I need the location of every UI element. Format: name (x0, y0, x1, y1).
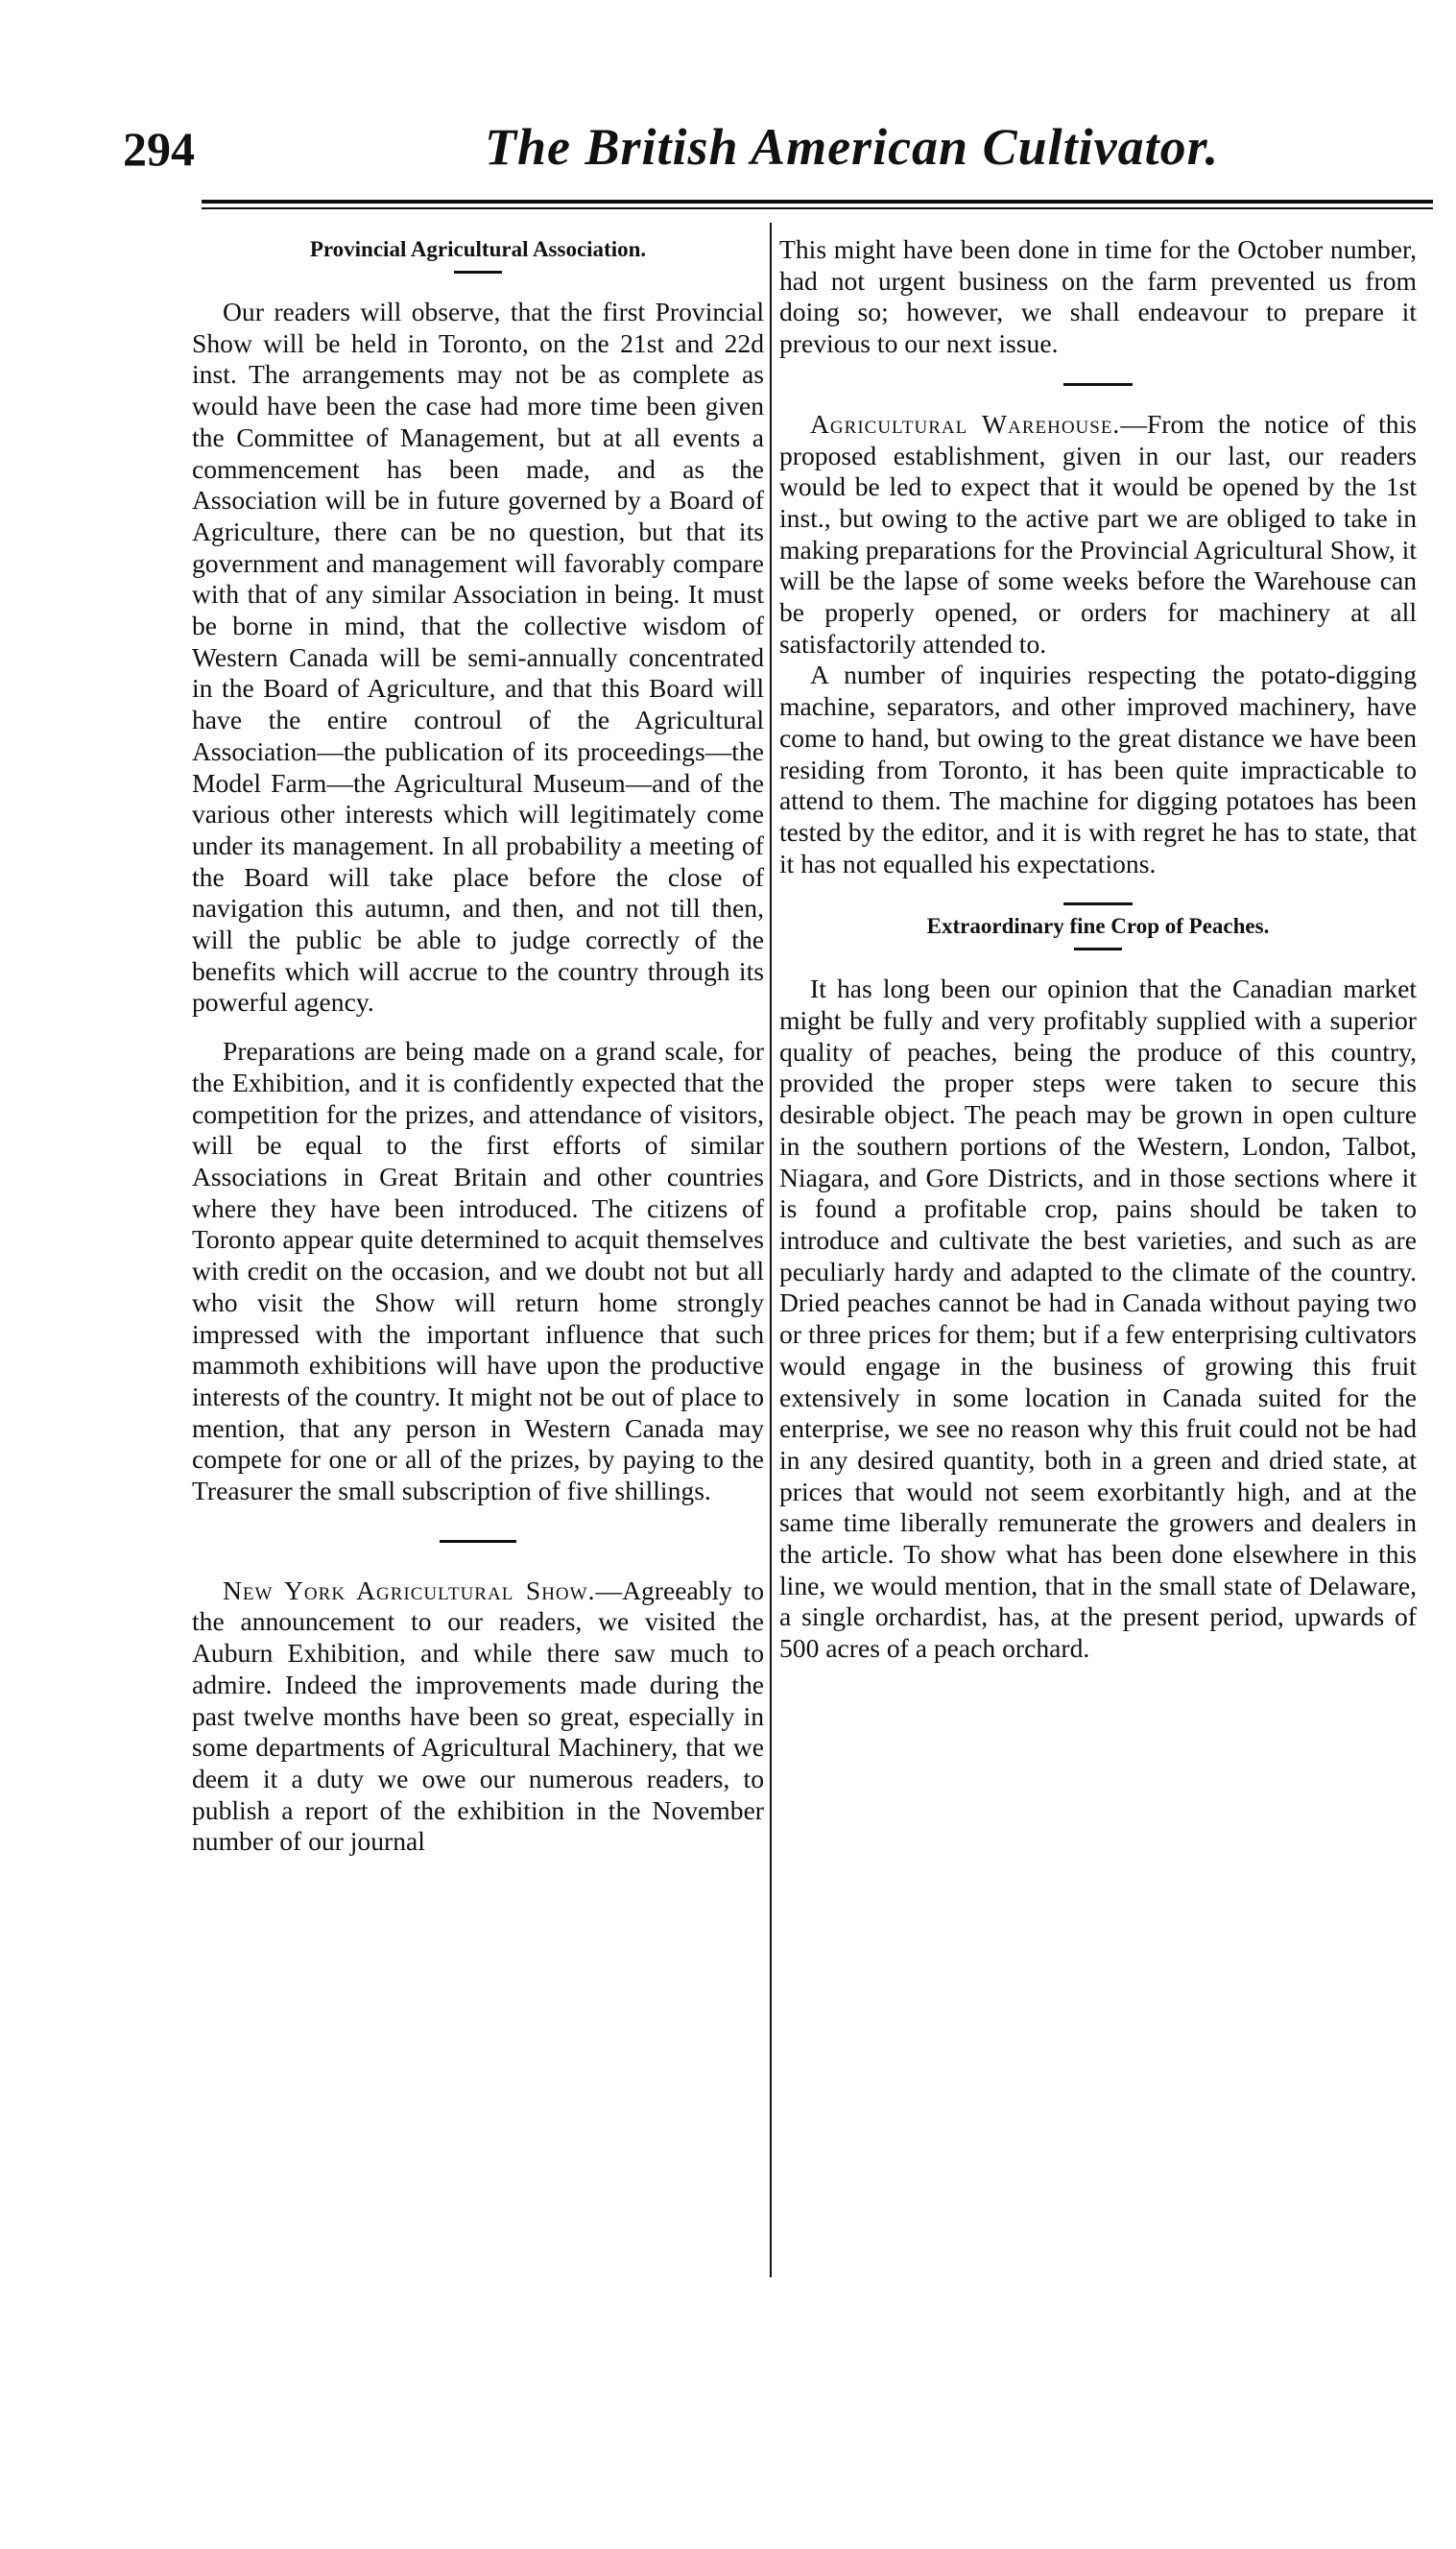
article-paragraph: Preparations are being made on a grand scale, for the Exhibition, and it is confidently expected that the competition for the prizes, and attendance of visitors, will be equal to the first efforts of similar Associations in Great Britain and other countries where they have been introduced. The citizens of Toronto appear quite determined to acquit themselves with credit on the occasion, and we doubt not but all who visit the Show will return home strongly impressed with the important influence that such mammoth exhibitions will have upon the productive interests of the country. It might not be out of place to mention, that any person in Western Canada may compete for one or all of the prizes, by paying to the Treasurer the small subscription of five shillings. (192, 1036, 764, 1506)
title-separator (1074, 948, 1122, 950)
page-header (0, 113, 1456, 180)
article-text-new-york-show: —Agreeably to the announcement to our readers, we visited the Auburn Exhibition, and while there saw much to admire. Indeed the improvements made during the past twelve months have been so great, especially in some departments of Agricultural Machinery, that we deem it a duty we owe our numerous readers, to publish a report of the exhibition in the November number of our journal (192, 1575, 764, 1857)
article-paragraph-new-york-show (192, 1575, 764, 1858)
article-paragraph: It has long been our opinion that the Canadian market might be fully and very profitably supplied with a superior quality of peaches, being the produce of this country, provided the proper steps were taken to secure this desirable object. The peach may be grown in open culture in the southern portions of the Western, London, Talbot, Niagara, and Gore Districts, and in those sections where it is found a profitable crop, pains should be taken to introduce and cultivate the best varieties, and such as are peculiarly hardy and adapted to the climate of the country. Dried peaches cannot be had in Canada without paying two or three prices for them; but if a few enterprising cultivators would engage in the business of growing this fruit extensively in some location in Canada suited for the enterprise, we see no reason why this fruit could not be had in any desired quantity, both in a green and dried state, at prices that would not seem exorbitantly high, and at the same time liberally remunerate the growers and dealers in the article. To show what has been done elsewhere in this line, we would mention, that in the small state of Delaware, a single orchardist, has, at the present period, upwards of 500 acres of a peach orchard. (779, 974, 1417, 1664)
article-lead-new-york-show: New York Agricultural Show. (223, 1575, 596, 1605)
article-title-provincial-association: Provincial Agricultural Association. (309, 237, 647, 261)
header-rule-thick (202, 200, 1433, 204)
article-separator (440, 1540, 516, 1543)
journal-title: The British American Cultivator. (485, 118, 1220, 176)
article-continuation: This might have been done in time for the October number, had not urgent business on the farm prevented us from doing so; however, we shall endeavour to prepare it previous to our next issue. (779, 234, 1417, 359)
article-paragraph-warehouse (779, 409, 1417, 661)
right-column (779, 234, 1417, 1665)
page-number: 294 (123, 122, 195, 176)
article-paragraph: Our readers will observe, that the first Provincial Show will be held in Toronto, on the 21st and 22d inst. The arrangements may not be as complete as would have been the case had more time been given the Committee of Management, but at all events a commencement has been made, and as the Association will be in future governed by a Board of Agriculture, there can be no question, but that its government and management will favorably compare with that of any similar Association in being. It must be borne in mind, that the collective wisdom of Western Canada will be semi-annually concentrated in the Board of Agriculture, and that this Board will have the entire controul of the Agricultural Association—the publication of its proceedings—the Model Farm—the Agricultural Museum—and of the various other interests which will legitimately come under its management. In all probability a meeting of the Board will take place before the close of navigation this autumn, and then, and not till then, will the public be able to judge correctly of the benefits which will accrue to the country through its powerful agency. (192, 297, 764, 1018)
article-separator (1063, 383, 1133, 386)
article-separator (1063, 902, 1133, 905)
title-separator (454, 271, 502, 274)
article-paragraph: A number of inquiries respecting the potato-digging machine, separators, and other improved machinery, have come to hand, but owing to the great distance we have been residing from Toronto, it has been quite impracticable to attend to them. The machine for digging potatoes has been tested by the editor, and it is with regret he has to state, that it has not equalled his expectations. (779, 660, 1417, 878)
left-column (192, 234, 764, 1858)
article-lead-warehouse: Agricultural Warehouse. (810, 408, 1121, 439)
article-text-warehouse: —From the notice of this proposed establishment, given in our last, our readers would be led to expect that it would be opened by the 1st inst., but owing to the active part we are obliged to take in making preparations for the Provincial Agricultural Show, it will be the lapse of some weeks before the Warehouse can be properly opened, or orders for machinery at all satisfactorily attended to. (779, 408, 1417, 659)
header-rule-thin (202, 207, 1433, 209)
column-divider (770, 223, 772, 2277)
article-title-peaches: Extraordinary fine Crop of Peaches. (926, 914, 1270, 939)
